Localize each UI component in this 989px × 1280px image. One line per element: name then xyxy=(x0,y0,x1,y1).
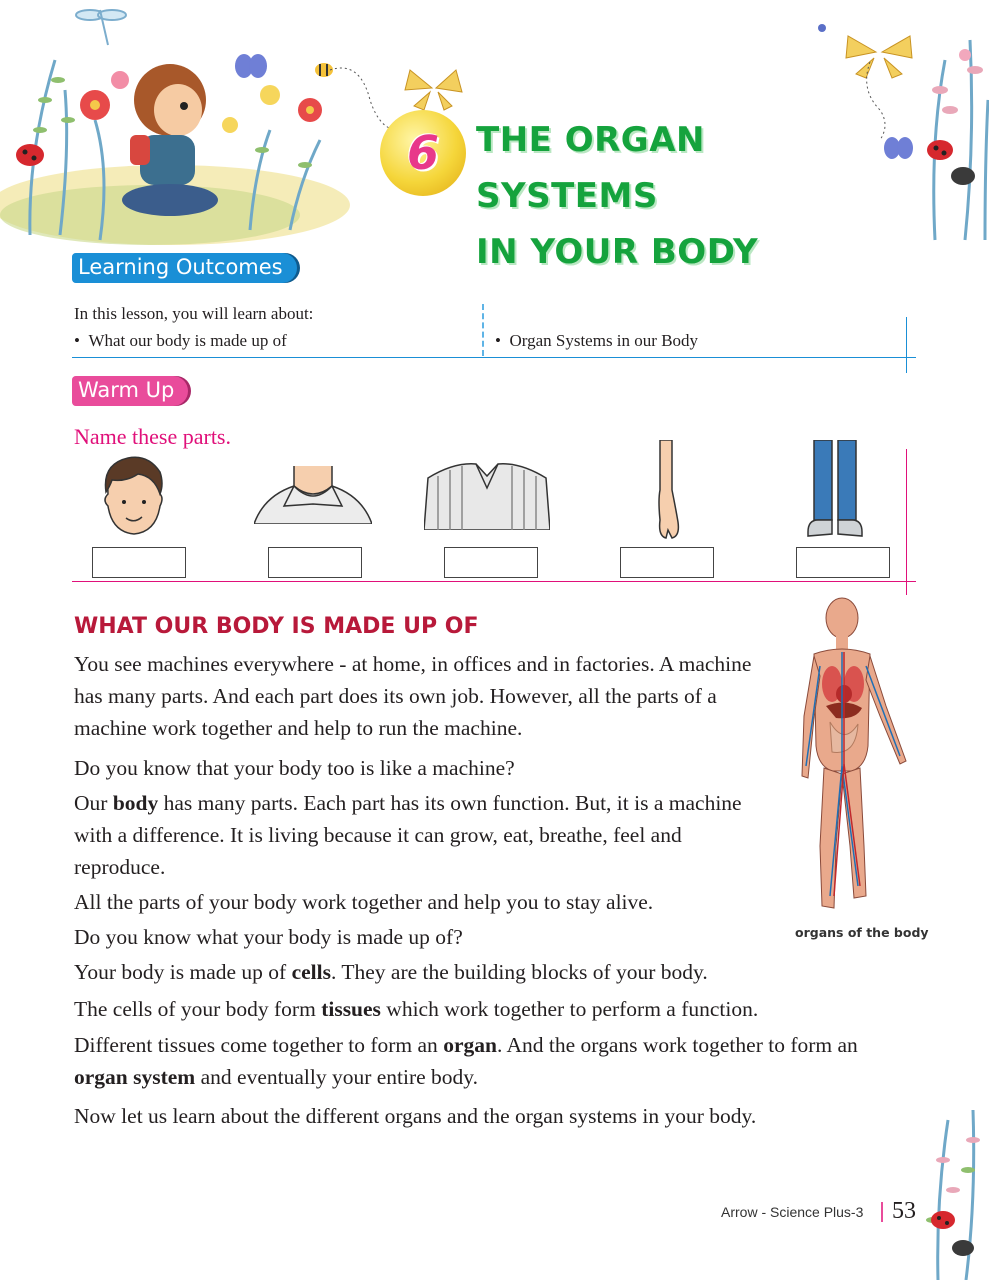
human-organs-figure xyxy=(796,596,916,918)
paragraph-body-parts: Our body has many parts. Each part has its own function. But, it is a machine with a difference. It is living because it can grow, eat, breathe, feel and reproduce. xyxy=(74,791,742,879)
arm-picture xyxy=(650,440,684,540)
term-body: body xyxy=(112,791,159,815)
term-organ: organ xyxy=(443,1033,497,1057)
paragraph-tissues: The cells of your body form tissues which work together to perform a function. xyxy=(74,997,759,1021)
learning-outcome-text: What our body is made up of xyxy=(88,331,287,350)
learning-outcomes-intro: In this lesson, you will learn about: xyxy=(74,304,314,323)
outcomes-rule-tick xyxy=(906,317,907,373)
chapter-number-badge xyxy=(380,110,466,196)
answer-box-neck[interactable] xyxy=(268,547,362,578)
paragraph-made-up-question: Do you know what your body is made up of? xyxy=(74,925,463,949)
head-picture xyxy=(98,454,168,542)
learning-outcome-text: Organ Systems in our Body xyxy=(509,331,699,350)
chapter-number: 6 xyxy=(406,126,439,180)
book-title: Arrow - Science Plus-3 xyxy=(721,1204,864,1220)
paragraph-next: Now let us learn about the different organs and the organ systems in your body. xyxy=(74,1104,757,1128)
chapter-title-line1: THE ORGAN SYSTEMS xyxy=(476,120,705,216)
leg-picture xyxy=(804,440,866,540)
term-tissues: tissues xyxy=(321,997,381,1021)
figure-caption: organs of the body xyxy=(795,925,929,940)
chapter-title-line2: IN YOUR BODY xyxy=(476,232,759,272)
paragraph-machine-question: Do you know that your body too is like a machine? xyxy=(74,756,515,780)
warm-up-rule xyxy=(72,581,916,582)
warm-up-prompt: Name these parts. xyxy=(74,424,231,449)
page-number: 53 xyxy=(892,1198,916,1224)
learning-outcome-item: • What our body is made up of xyxy=(74,331,287,350)
paragraph-stay-alive: All the parts of your body work together and help you to stay alive. xyxy=(74,890,654,914)
warm-up-rule-tick xyxy=(906,449,907,595)
neck-picture xyxy=(254,466,372,524)
term-organ-system: organ system xyxy=(74,1065,196,1089)
outcomes-divider xyxy=(482,304,484,356)
term-cells: cells xyxy=(291,960,331,984)
paragraph-organs: Different tissues come together to form an organ. And the organs work together to form an organ system and eventually your entire body. xyxy=(74,1033,858,1089)
chest-picture xyxy=(424,458,550,530)
warm-up-tag: Warm Up xyxy=(72,376,188,406)
learning-outcome-item: • Organ Systems in our Body xyxy=(495,331,699,350)
learning-outcomes-tag: Learning Outcomes xyxy=(72,253,297,283)
footer-separator xyxy=(881,1202,883,1222)
footer-plants-illustration xyxy=(918,1100,989,1280)
outcomes-rule xyxy=(72,357,916,358)
section-heading: WHAT OUR BODY IS MADE UP OF xyxy=(74,614,479,639)
answer-box-arm[interactable] xyxy=(620,547,714,578)
paragraph-machines: You see machines everywhere - at home, in offices and in factories. A machine has many parts. And each part does its own job. However, all the parts of a machine work together and help to run the machine. xyxy=(74,652,752,740)
paragraph-cells: Your body is made up of cells. They are the building blocks of your body. xyxy=(74,960,708,984)
answer-box-chest[interactable] xyxy=(444,547,538,578)
chapter-title xyxy=(476,112,896,280)
answer-box-leg[interactable] xyxy=(796,547,890,578)
answer-box-head[interactable] xyxy=(92,547,186,578)
